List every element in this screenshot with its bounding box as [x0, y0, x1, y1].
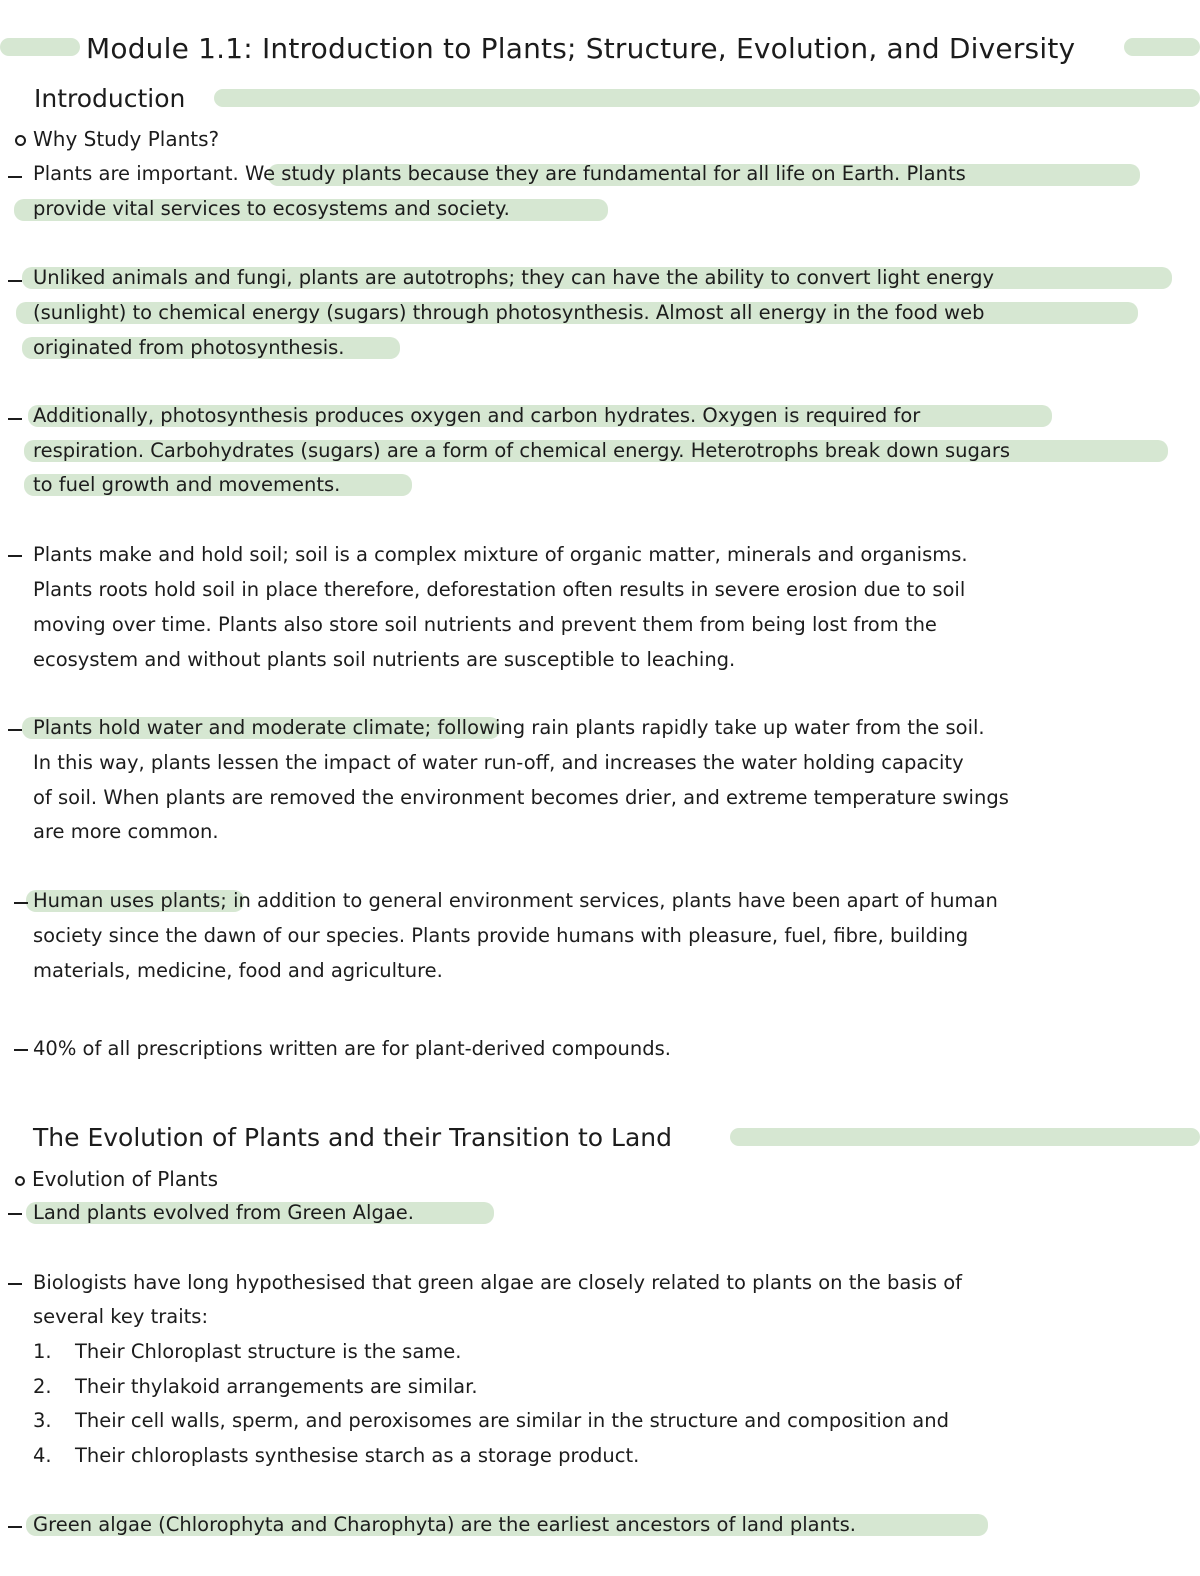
p5-line2: In this way, plants lessen the impact of water run-off, and increases the water holding capacity	[33, 751, 964, 774]
s2-p1-line1: Land plants evolved from Green Algae.	[33, 1201, 414, 1224]
dash-icon	[14, 902, 28, 904]
s2-p3-line1: Green algae (Chlorophyta and Charophyta) are the earliest ancestors of land plants.	[33, 1513, 856, 1536]
dash-icon	[8, 418, 22, 420]
list-item: Their chloroplasts synthesise starch as a storage product.	[75, 1444, 640, 1467]
title-highlight-left	[0, 38, 80, 56]
list-item: Their cell walls, sperm, and peroxisomes are similar in the structure and composition and	[75, 1409, 949, 1432]
p7-line1: 40% of all prescriptions written are for plant-derived compounds.	[33, 1037, 671, 1060]
dash-icon	[8, 280, 22, 282]
title-highlight-right	[1124, 38, 1200, 56]
s2-p2-line1: Biologists have long hypothesised that green algae are closely related to plants on the basis of	[33, 1271, 963, 1294]
dash-icon	[8, 1526, 22, 1528]
dash-icon	[8, 555, 22, 557]
p3-line3: to fuel growth and movements.	[33, 473, 341, 496]
p1-line2: provide vital services to ecosystems and society.	[33, 197, 510, 220]
subheading-evolution-of-plants: Evolution of Plants	[32, 1167, 219, 1191]
list-number: 1.	[33, 1340, 52, 1363]
intro-heading-highlight	[214, 89, 1200, 107]
p1-line1: Plants are important. We study plants because they are fundamental for all life on Earth. Plants	[33, 162, 966, 185]
p5-line3: of soil. When plants are removed the environment becomes drier, and extreme temperature swings	[33, 786, 1009, 809]
p4-line2: Plants roots hold soil in place therefore, deforestation often results in severe erosion due to soil	[33, 578, 966, 601]
dash-icon	[14, 1049, 28, 1051]
section-heading-introduction: Introduction	[34, 84, 186, 113]
p3-line2: respiration. Carbohydrates (sugars) are a form of chemical energy. Heterotrophs break down sugars	[33, 439, 1011, 462]
dash-icon	[8, 729, 22, 731]
p5-line1: Plants hold water and moderate climate; following rain plants rapidly take up water from the soil.	[33, 716, 985, 739]
subheading-why-study-plants: Why Study Plants?	[33, 127, 220, 151]
list-item: Their Chloroplast structure is the same.	[75, 1340, 462, 1363]
p4-line4: ecosystem and without plants soil nutrients are susceptible to leaching.	[33, 648, 736, 671]
list-number: 3.	[33, 1409, 52, 1432]
bullet-icon	[15, 1176, 25, 1186]
dash-icon	[8, 1283, 22, 1285]
section2-heading-highlight	[730, 1128, 1200, 1146]
p4-line1: Plants make and hold soil; soil is a complex mixture of organic matter, minerals and organisms.	[33, 543, 968, 566]
section-heading-evolution: The Evolution of Plants and their Transition to Land	[33, 1123, 672, 1152]
p4-line3: moving over time. Plants also store soil nutrients and prevent them from being lost from the	[33, 613, 937, 636]
p3-line1: Additionally, photosynthesis produces oxygen and carbon hydrates. Oxygen is required for	[33, 404, 921, 427]
p2-line1: Unliked animals and fungi, plants are autotrophs; they can have the ability to convert light energy	[33, 266, 995, 289]
p6-line2: society since the dawn of our species. Plants provide humans with pleasure, fuel, fibre, building	[33, 924, 969, 947]
p6-line3: materials, medicine, food and agriculture.	[33, 959, 443, 982]
dash-icon	[8, 176, 22, 178]
list-number: 2.	[33, 1375, 52, 1398]
list-number: 4.	[33, 1444, 52, 1467]
p5-line4: are more common.	[33, 820, 219, 843]
bullet-icon	[15, 135, 26, 146]
page-title: Module 1.1: Introduction to Plants; Structure, Evolution, and Diversity	[86, 32, 1076, 65]
p6-line1: Human uses plants; in addition to general environment services, plants have been apart of human	[33, 889, 998, 912]
s2-p2-line2: several key traits:	[33, 1305, 209, 1328]
list-item: Their thylakoid arrangements are similar.	[75, 1375, 478, 1398]
dash-icon	[8, 1213, 22, 1215]
p2-line3: originated from photosynthesis.	[33, 336, 345, 359]
p2-line2: (sunlight) to chemical energy (sugars) through photosynthesis. Almost all energy in the food web	[33, 301, 985, 324]
